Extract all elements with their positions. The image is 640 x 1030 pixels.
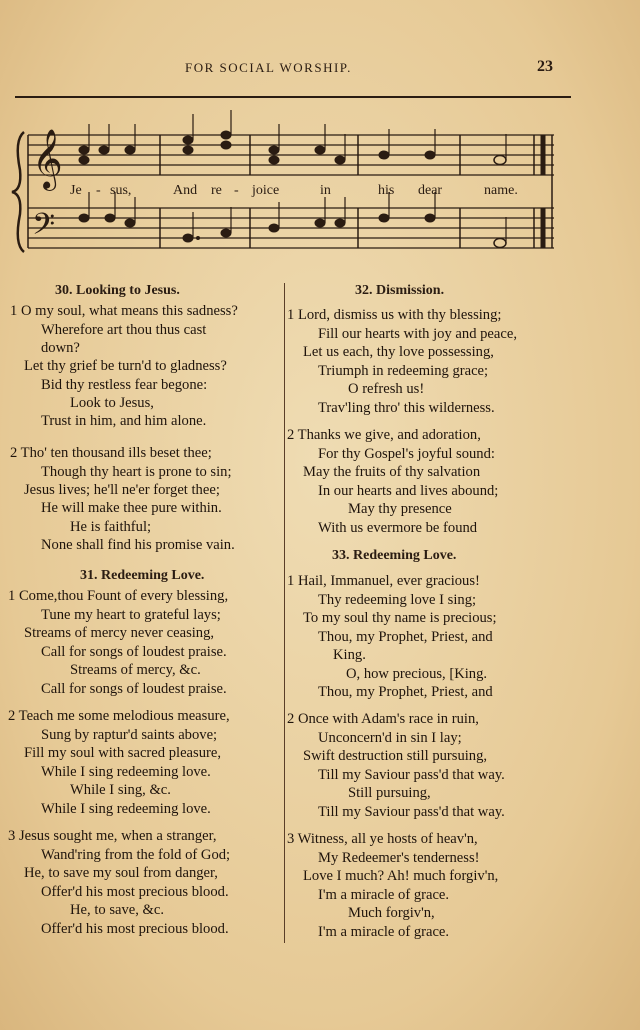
lyric-syllable: re (211, 183, 222, 198)
verse-line: None shall find his promise vain. (41, 537, 235, 553)
verse-line: May the fruits of thy salvation (303, 464, 481, 480)
verse-line: Let thy grief be turn'd to gladness? (24, 358, 227, 374)
verse-line: Much forgiv'n, (348, 905, 435, 921)
verse-line: Fill my soul with sacred pleasure, (24, 745, 221, 761)
verse-line: My Redeemer's tenderness! (318, 850, 480, 866)
verse-line: Fill our hearts with joy and peace, (318, 326, 517, 342)
verse-line: Till my Saviour pass'd that way. (318, 767, 505, 783)
hymn-title: 31. Redeeming Love. (80, 568, 205, 583)
verse-line: I'm a miracle of grace. (318, 887, 450, 903)
lyric-syllable: - (234, 183, 239, 198)
verse-line: 2 Once with Adam's race in ruin, (287, 711, 479, 727)
verse-line: Trav'ling thro' this wilderness. (318, 400, 495, 416)
page-number: 23 (537, 58, 553, 75)
verse-line: down? (41, 340, 80, 356)
brace (12, 132, 24, 252)
lyric-syllable: - (96, 183, 101, 198)
verse-line: Let us each, thy love possessing, (303, 344, 494, 360)
verse-line: Call for songs of loudest praise. (41, 644, 227, 660)
verse-line: He will make thee pure within. (41, 500, 222, 516)
lyric-syllable: And (173, 183, 198, 198)
verse-line: 1 O my soul, what means this sadness? (10, 303, 238, 319)
verse-line: 1 Lord, dismiss us with thy blessing; (287, 307, 502, 323)
bass-clef-icon: 𝄢 (32, 208, 56, 249)
verse-line: 2 Thanks we give, and adoration, (287, 427, 481, 443)
lyric-syllable: his (378, 183, 395, 198)
verse-line: He is faithful; (70, 519, 152, 535)
column-rule (284, 283, 285, 943)
treble-clef-icon: 𝄞 (32, 129, 63, 189)
hymn-title: 30. Looking to Jesus. (55, 283, 180, 298)
verse-line: He, to save, &c. (70, 902, 165, 918)
verse-line: Offer'd his most precious blood. (41, 921, 229, 937)
verse-line: Unconcern'd in sin I lay; (318, 730, 462, 746)
verse-line: While I sing, &c. (70, 782, 171, 798)
verse-line: King. (333, 647, 366, 663)
verse-line: In our hearts and lives abound; (318, 483, 499, 499)
verse-line: Triumph in redeeming grace; (318, 363, 489, 379)
verse-line: Though thy heart is prone to sin; (41, 464, 232, 480)
verse-line: Look to Jesus, (70, 395, 154, 411)
lyric-syllable: sus, (110, 183, 132, 198)
verse-line: Call for songs of loudest praise. (41, 681, 227, 697)
verse-line: Bid thy restless fear begone: (41, 377, 208, 393)
lyric-syllable: dear (418, 183, 443, 198)
verse-line: While I sing redeeming love. (41, 764, 211, 780)
hymn-title: 33. Redeeming Love. (332, 548, 457, 563)
running-title: FOR SOCIAL WORSHIP. (185, 60, 352, 75)
bass-notes (79, 192, 506, 248)
verse-line: Thou, my Prophet, Priest, and (318, 684, 493, 700)
treble-notes (79, 110, 506, 165)
lyric-syllable: joice (252, 183, 280, 198)
treble-staff (28, 135, 554, 175)
bass-staff (28, 208, 554, 248)
verse-line: Thou, my Prophet, Priest, and (318, 629, 493, 645)
verse-line: Still pursuing, (348, 785, 431, 801)
verse-line: May thy presence (348, 501, 452, 517)
verse-line: He, to save my soul from danger, (24, 865, 218, 881)
lyric-syllable: name. (484, 183, 518, 198)
verse-line: Jesus lives; he'll ne'er forget thee; (24, 482, 220, 498)
verse-line: Thy redeeming love I sing; (318, 592, 477, 608)
verse-line: 2 Tho' ten thousand ills beset thee; (10, 445, 212, 461)
verse-line: 1 Hail, Immanuel, ever gracious! (287, 573, 480, 589)
lyric-syllable: Je (70, 183, 82, 198)
verse-line: Streams of mercy never ceasing, (24, 625, 215, 641)
verse-line: Streams of mercy, &c. (70, 662, 201, 678)
header-rule (15, 96, 571, 98)
verse-line: Wherefore art thou thus cast (41, 322, 207, 338)
verse-line: I'm a miracle of grace. (318, 924, 450, 940)
verse-line: Wand'ring from the fold of God; (41, 847, 231, 863)
lyric-syllable: in (320, 183, 331, 198)
verse-line: 2 Teach me some melodious measure, (8, 708, 230, 724)
verse-line: With us evermore be found (318, 520, 478, 536)
verse-line: 1 Come,thou Fount of every blessing, (8, 588, 229, 604)
verse-line: To my soul thy name is precious; (303, 610, 497, 626)
verse-line: Love I much? Ah! much forgiv'n, (303, 868, 499, 884)
verse-line: For thy Gospel's joyful sound: (318, 446, 495, 462)
verse-line: Offer'd his most precious blood. (41, 884, 229, 900)
running-head (0, 60, 640, 80)
verse-line: Till my Saviour pass'd that way. (318, 804, 505, 820)
verse-line: O, how precious, [King. (346, 666, 488, 682)
verse-line: Swift destruction still pursuing, (303, 748, 488, 764)
verse-line: Tune my heart to grateful lays; (41, 607, 221, 623)
verse-line: 3 Jesus sought me, when a stranger, (8, 828, 217, 844)
verse-line: O refresh us! (348, 381, 425, 397)
verse-line: 3 Witness, all ye hosts of heav'n, (287, 831, 478, 847)
hymn-title: 32. Dismission. (355, 283, 445, 298)
verse-line: Trust in him, and him alone. (41, 413, 207, 429)
verse-line: Sung by raptur'd saints above; (41, 727, 218, 743)
verse-line: While I sing redeeming love. (41, 801, 211, 817)
